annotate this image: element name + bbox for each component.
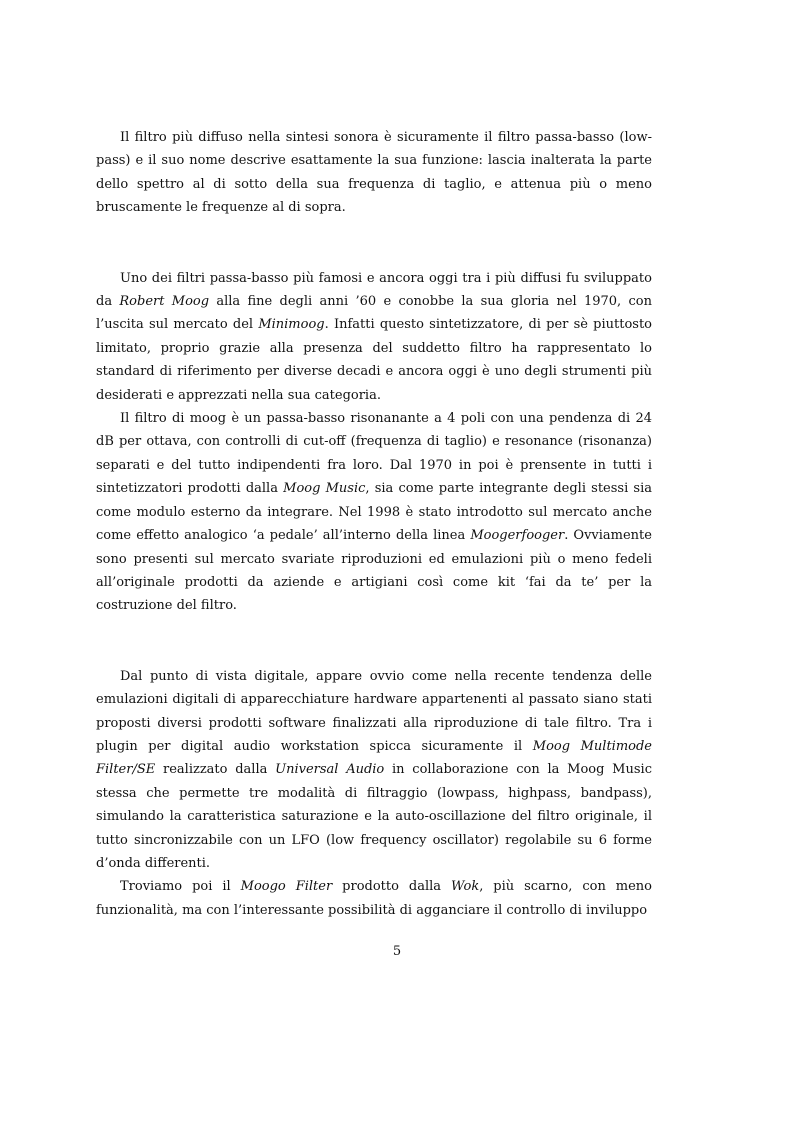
- emphasized-term: Minimoog: [258, 317, 325, 333]
- text-run: Il filtro di moog è un passa-basso risonanante a 4 poli con una pendenza di 24 dB per ottava, con controlli di cut-off (frequenza di taglio) e resonance (risonanza) separati e del tutto indipendenti fra loro. Dal 1970 in poi è prensente in tutti i sintetizzatori prodotti dalla: [96, 411, 652, 497]
- text-run: . Infatti questo sintetizzatore, di per sè piuttosto limitato, proprio grazie alla presenza del suddetto filtro ha rappresentato lo standard di riferimento per diverse decadi e ancora oggi è uno degli strumenti più desiderati e apprezzati nella sua categoria.: [96, 317, 653, 403]
- page-number: 5: [392, 944, 402, 959]
- paragraph-moog-history: [96, 267, 652, 407]
- text-run: Troviamo poi il: [120, 879, 241, 895]
- paragraph-lowpass-intro: [96, 126, 652, 220]
- text-run: , sia come parte integrante degli stessi sia come modulo esterno da integrare. Nel 1998 è stato introdotto sul mercato anche come effetto analogico ‘a pedale’ all’interno della linea: [96, 481, 652, 544]
- section-gap: [96, 618, 652, 665]
- page-body: [96, 126, 652, 922]
- emphasized-term: Moogo Filter: [240, 879, 333, 895]
- emphasized-term: Moogerfooger: [470, 528, 565, 544]
- paragraph-digital-emulations: [96, 665, 652, 876]
- text-run: in collaborazione con la Moog Music stessa che permette tre modalità di filtraggio (lowpass, highpass, bandpass), simulando la caratteristica saturazione e la auto-oscillazione del filtro originale, il tutto sincronizzabile con un LFO (low frequency oscillator) regolabile su 6 forme d’onda differenti.: [96, 762, 652, 871]
- text-run: Dal punto di vista digitale, appare ovvio come nella recente tendenza delle emulazioni digitali di apparecchiature hardware appartenenti al passato siano stati proposti diversi prodotti software finalizzati alla riproduzione di tale filtro. Tra i plugin per digital audio workstation spicca sicuramente il: [96, 668, 652, 754]
- paragraph-moogo-filter: [96, 875, 652, 922]
- emphasized-term: Universal Audio: [275, 762, 385, 778]
- text-run: Il filtro più diffuso nella sintesi sonora è sicuramente il filtro passa-basso (low-pass) e il suo nome descrive esattamente la sua funzione: lascia inalterata la parte dello spettro al di sotto della sua frequenza di taglio, e attenua più o meno bruscamente le frequenze al di sopra.: [96, 130, 652, 216]
- section-gap: [96, 220, 652, 267]
- emphasized-term: Wok: [451, 879, 480, 895]
- text-run: Uno dei filtri passa-basso più famosi e ancora oggi tra i più diffusi fu sviluppato da: [96, 270, 652, 310]
- emphasized-term: Robert Moog: [119, 294, 210, 310]
- text-run: realizzato dalla: [155, 762, 276, 778]
- emphasized-term: Moog Multimode Filter/SE: [96, 738, 653, 778]
- text-run: prodotto dalla: [332, 879, 452, 895]
- text-run: alla fine degli anni ’60 e conobbe la sua gloria nel 1970, con l’uscita sul mercato del: [96, 294, 652, 333]
- paragraph-moog-filter-specs: [96, 407, 652, 618]
- text-run: , più scarno, con meno funzionalità, ma con l’interessante possibilità di agganciare il controllo di inviluppo: [96, 879, 652, 918]
- emphasized-term: Moog Music: [283, 481, 366, 497]
- text-run: . Ovviamente sono presenti sul mercato svariate riproduzioni ed emulazioni più o meno fedeli all’originale prodotti da aziende e artigiani così come kit ‘fai da te’ per la costruzione del filtro.: [96, 528, 652, 614]
